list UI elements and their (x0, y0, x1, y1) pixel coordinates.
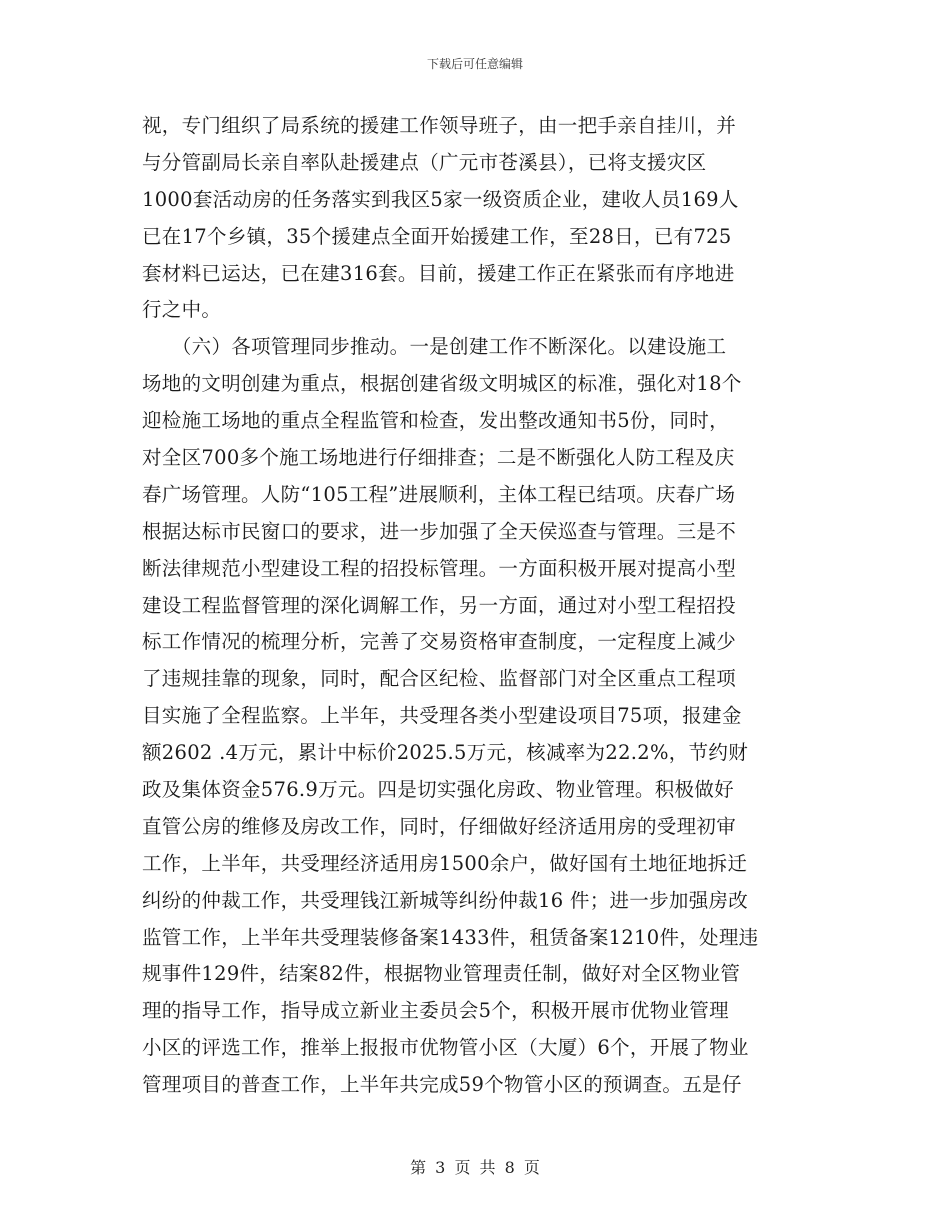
body-line: 断法律规范小型建设工程的招投标管理。一方面积极开展对提高小型 (142, 556, 737, 580)
body-line: 视，专门组织了局系统的援建工作领导班子，由一把手亲自挂川，并 (142, 114, 737, 137)
body-line: 了违规挂靠的现象，同时，配合区纪检、监督部门对全区重点工程项 (142, 667, 737, 691)
body-line: 套材料已运达，已在建316套。目前，援建工作正在紧张而有序地进 (142, 261, 735, 285)
page-number-footer: 第 3 页 共 8 页 (410, 1158, 540, 1177)
body-line: 工作，上半年，共受理经济适用房1500余户，做好国有土地征地拆迁 (142, 851, 748, 875)
body-line: 直管公房的维修及房改工作，同时，仔细做好经济适用房的受理初审 (142, 814, 737, 838)
body-line: 建设工程监督管理的深化调解工作，另一方面，通过对小型工程招投 (142, 593, 737, 617)
body-line: 目实施了全程监察。上半年，共受理各类小型建设项目75项，报建金 (142, 704, 742, 728)
body-line: 春广场管理。人防“105工程”进展顺利，主体工程已结项。庆春广场 (142, 482, 736, 506)
document-body (142, 108, 810, 1104)
body-line: （六）各项管理同步推动。一是创建工作不断深化。以建设施工 (142, 335, 727, 359)
body-line: 对全区700多个施工场地进行仔细排查；二是不断强化人防工程及庆 (142, 446, 735, 470)
body-line: 行之中。 (142, 298, 222, 322)
body-line: 已在17个乡镇，35个援建点全面开始援建工作，至28日，已有725 (142, 224, 732, 248)
body-line: 根据达标市民窗口的要求，进一步加强了全天侯巡查与管理。三是不 (142, 519, 737, 543)
body-line: 政及集体资金576.9万元。四是切实强化房政、物业管理。积极做好 (142, 778, 734, 802)
page-header: 下载后可任意编辑 (426, 57, 523, 71)
body-line: 理的指导工作，指导成立新业主委员会5个，积极开展市优物业管理 (142, 999, 729, 1023)
body-line: 监管工作，上半年共受理装修备案1433件，租赁备案1210件，处理违 (142, 925, 759, 949)
body-line: 管理项目的普查工作，上半年共完成59个物管小区的预调查。五是仔 (142, 1073, 742, 1097)
body-line: 小区的评选工作，推举上报报市优物管小区（大厦）6个，开展了物业 (142, 1036, 749, 1060)
body-line: 纠纷的仲裁工作，共受理钱江新城等纠纷仲裁16 件；进一步加强房改 (142, 888, 749, 912)
body-line: 1000套活动房的任务落实到我区5家一级资质企业，建收人员169人 (142, 187, 739, 211)
body-line: 额2602 .4万元，累计中标价2025.5万元，核减率为22.2%，节约财 (142, 741, 749, 765)
body-line: 与分管副局长亲自率队赴援建点（广元市苍溪县），已将支援灾区 (142, 150, 707, 174)
body-line: 场地的文明创建为重点，根据创建省级文明城区的标准，强化对18个 (142, 372, 742, 396)
body-line: 迎检施工场地的重点全程监管和检查，发出整改通知书5份，同时， (142, 409, 729, 433)
body-line: 标工作情况的梳理分析，完善了交易资格审查制度，一定程度上减少 (142, 630, 737, 654)
body-line: 规事件129件，结案82件，根据物业管理责任制，做好对全区物业管 (142, 962, 741, 986)
